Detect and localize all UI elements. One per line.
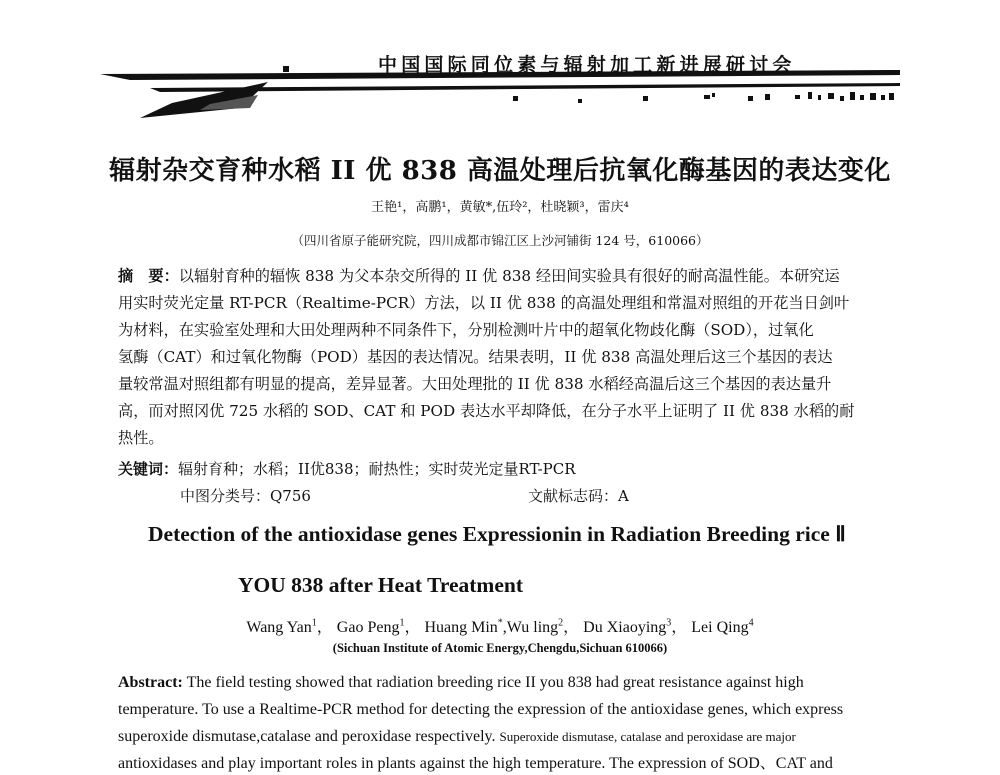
paper-title-en-line1: Detection of the antioxidase genes Expressionin in Radiation Breeding rice Ⅱ [148,522,846,546]
document-code: 文献标志码：A [528,487,629,505]
author-en: Du Xiaoying$^3$， [583,617,688,636]
affiliation-cn: （四川省原子能研究院，四川成都市锦江区上沙河铺街 124 号，610066） [291,233,709,248]
keywords-cn [118,458,576,479]
abstract-cn-line: 用实时荧光定量 RT-PCR（Realtime-PCR）方法，以 II 优 838 的高温处理组和常温对照组的开花当日剑叶 [118,294,850,312]
authors-cn: 王艳¹，高鹏¹，黄敏*,伍玲²，杜晓颖³，雷庆⁴ [371,200,629,215]
author-en: Lei Qing$^4$ [691,617,754,636]
author-en: Gao Peng$^1$， [336,617,421,636]
abstract-en-line [118,672,804,694]
abstract-cn-line: 高，而对照冈优 725 水稻的 SOD、CAT 和 POD 表达水平却降低，在分子水平上证明了 II 优 838 水稻的耐 [118,402,855,420]
paper-title-cn: 辐射杂交育种水稻 II 优 838 高温处理后抗氧化酶基因的表达变化 [109,156,891,186]
paper-title-en-line2: YOU 838 after Heat Treatment [238,573,524,597]
abstract-cn-line: 氢酶（CAT）和过氧化物酶（POD）基因的表达情况。结果表明，II 优 838 高温处理后这三个基因的表达 [118,348,833,366]
abstract-cn-line: 量较常温对照组都有明显的提高，差异显著。大田处理批的 II 优 838 水稻经高温后这三个基因的表达量升 [118,375,832,393]
abstract-cn-label: 摘 要： [118,267,179,285]
abstract-cn-line [118,266,890,286]
authors-en [0,614,1000,637]
abstract-en-line [118,726,796,748]
keywords-cn-text: 辐射育种；水稻；II优838；耐热性；实时荧光定量RT-PCR [178,460,576,478]
abstract-cn-line: 为材料，在实验室处理和大田处理两种不同条件下，分别检测叶片中的超氧化物歧化酶（SOD），过氧化 [118,321,814,339]
abstract-en-line: temperature. To use a Realtime-PCR method for detecting the expression of the antioxidase genes, which express [118,701,844,718]
abstract-cn-text: 以辐射育种的辐恢 838 为父本杂交所得的 II 优 838 经田间实验具有很好的耐高温性能。本研究运 [178,267,840,285]
abstract-en-text: superoxide dismutase,catalase and peroxidase respectively. [118,728,496,745]
abstract-en-text-small: Superoxide dismutase, catalase and peroxidase are major [499,729,796,744]
abstract-en-label: Abstract: [118,674,183,691]
abstract-cn-line: 热性。 [118,429,164,447]
affiliation-en: (Sichuan Institute of Atomic Energy,Chengdu,Sichuan 610066) [332,641,668,655]
author-en: Huang Min*, [424,617,507,636]
keywords-cn-label: 关键词： [118,460,179,478]
abstract-en-text: The field testing showed that radiation breeding rice II you 838 had great resistance against high [186,674,804,691]
abstract-en-line: antioxidases and play important roles in plants against the high temperature. The expression of SOD、CAT and [118,755,833,772]
author-en: Wu ling$^2$， [506,617,580,636]
author-en: Wang Yan$^1$， [246,617,333,636]
classification-number: 中图分类号：Q756 [180,487,311,505]
conference-title: 中国国际同位素与辐射加工新进展研讨会 [378,54,796,76]
